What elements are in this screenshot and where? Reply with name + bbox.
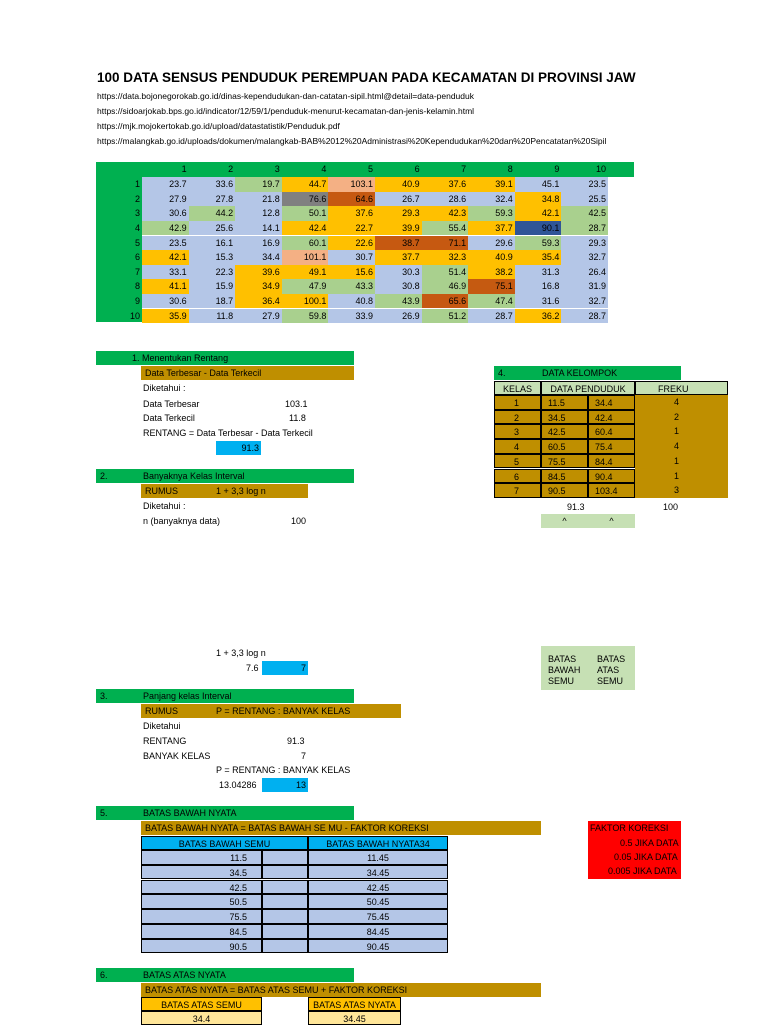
section2-result[interactable]: 7 <box>262 661 308 675</box>
kelompok-batas[interactable]: 75.5 <box>541 454 588 469</box>
grid-cell[interactable]: 25.6 <box>189 221 236 236</box>
section2-header: 2. <box>96 469 354 483</box>
section3-known: Diketahui <box>143 721 181 731</box>
grid-cell[interactable]: 35.4 <box>515 250 562 265</box>
kelompok-kelas[interactable]: 4 <box>494 439 541 454</box>
grid-row-header: 7 <box>134 266 140 277</box>
bbs-cell[interactable]: 75.5 <box>141 909 262 924</box>
bbn-cell[interactable]: 90.45 <box>308 939 448 954</box>
grid-cell[interactable]: 30.3 <box>375 265 422 280</box>
grid-cell[interactable]: 41.1 <box>142 279 189 294</box>
kelompok-kelas[interactable]: 5 <box>494 454 541 469</box>
grid-cell[interactable]: 23.5 <box>561 177 608 192</box>
grid-cell[interactable]: 23.7 <box>142 177 189 192</box>
bas-row1: 34.4 <box>141 1011 262 1025</box>
source-link-1[interactable]: https://data.bojonegorokab.go.id/dinas-kependudukan-dan-catatan-sipil.html@detail=data-penduduk <box>97 91 474 101</box>
grid-cell[interactable]: 27.8 <box>189 192 236 207</box>
grid-cell[interactable]: 30.8 <box>375 279 422 294</box>
grid-cell[interactable]: 16.9 <box>235 236 282 251</box>
section2-rumus-value: 1 + 3,3 log n <box>216 486 266 496</box>
faktor-1: 0.5 JIKA DATA <box>620 838 679 848</box>
batas-bawah-word3: SEMU <box>548 676 575 686</box>
grid-cell[interactable]: 42.3 <box>422 206 469 221</box>
section1-header: 1. Menentukan Rentang <box>96 351 354 365</box>
section2-calc: 7.6 <box>246 663 259 673</box>
bas-col-header: BATAS ATAS SEMU <box>141 997 262 1011</box>
source-link-2[interactable]: https://sidoarjokab.bps.go.id/indicator/12/59/1/penduduk-menurut-kecamatan-dan-jenis-kelamin.html <box>97 106 475 116</box>
kelompok-batas[interactable]: 42.4 <box>588 410 635 425</box>
page-title: 100 DATA SENSUS PENDUDUK PEREMPUAN PADA KECAMATAN DI PROVINSI JAW <box>97 70 636 85</box>
grid-cell[interactable]: 39.9 <box>375 221 422 236</box>
max-label: Data Terbesar <box>143 399 200 409</box>
range-value[interactable]: 91.3 <box>216 441 261 455</box>
bbs-cell[interactable]: 34.5 <box>141 865 262 880</box>
kelompok-batas[interactable]: 90.5 <box>541 483 588 498</box>
sum-frek: 100 <box>663 502 679 512</box>
grid-cell[interactable]: 33.6 <box>189 177 236 192</box>
section2-known: Diketahui : <box>143 501 186 511</box>
section5-header: 5. <box>96 806 354 820</box>
grid-cell[interactable]: 39.1 <box>468 177 515 192</box>
grid-cell[interactable]: 12.8 <box>235 206 282 221</box>
section2-title: Banyaknya Kelas Interval <box>143 471 245 481</box>
grid-cell[interactable]: 15.9 <box>189 279 236 294</box>
grid-row-header: 3 <box>134 208 140 219</box>
grid-row-header: 4 <box>134 222 140 233</box>
grid-cell[interactable]: 15.3 <box>189 250 236 265</box>
kelompok-batas[interactable]: 90.4 <box>588 469 635 484</box>
grid-cell[interactable]: 44.7 <box>282 177 329 192</box>
grid-cell[interactable]: 22.7 <box>328 221 375 236</box>
section2-formula2: 1 + 3,3 log n <box>216 648 266 658</box>
batas-atas-word1: BATAS <box>597 654 626 664</box>
section4-title: DATA KELOMPOK <box>542 368 618 378</box>
grid-cell[interactable]: 11.8 <box>189 309 236 324</box>
caret-atas: ^ <box>588 514 635 528</box>
section1-known: Diketahui : <box>143 383 186 393</box>
bbs-cell[interactable]: 84.5 <box>141 924 262 939</box>
kelompok-batas[interactable]: 84.4 <box>588 454 635 469</box>
grid-cell[interactable]: 42.9 <box>142 221 189 236</box>
grid-cell[interactable]: 43.3 <box>328 279 375 294</box>
section6-formula: BATAS ATAS NYATA = BATAS ATAS SEMU + FAKTOR KOREKSI <box>141 983 541 997</box>
grid-cell[interactable]: 29.3 <box>375 206 422 221</box>
grid-cell[interactable]: 25.5 <box>561 192 608 207</box>
grid-cell[interactable]: 36.4 <box>235 294 282 309</box>
grid-cell[interactable]: 23.5 <box>142 236 189 251</box>
col-data-header: DATA PENDUDUK <box>541 381 635 395</box>
grid-cell[interactable]: 22.6 <box>328 236 375 251</box>
bb-empty-cell[interactable] <box>262 880 308 895</box>
grid-cell[interactable]: 71.1 <box>422 236 469 251</box>
grid-cell[interactable]: 40.8 <box>328 294 375 309</box>
section4-header: 4. <box>494 366 681 380</box>
rentang-label: RENTANG <box>143 736 187 746</box>
grid-cell[interactable]: 29.6 <box>468 236 515 251</box>
grid-cell[interactable]: 15.6 <box>328 265 375 280</box>
batas-bawah-word2: BAWAH <box>548 665 581 675</box>
section3-rumus: RUMUS <box>141 704 401 718</box>
rentang-value: 91.3 <box>287 736 305 746</box>
grid-cell[interactable]: 28.7 <box>561 309 608 324</box>
kelompok-frekuensi[interactable]: 3 <box>635 483 681 498</box>
grid-cell[interactable]: 38.2 <box>468 265 515 280</box>
kelompok-batas[interactable]: 34.4 <box>588 395 635 410</box>
bb-empty-cell[interactable] <box>262 924 308 939</box>
batas-bawah-table <box>141 850 448 954</box>
kelompok-frekuensi[interactable]: 1 <box>635 424 681 439</box>
grid-cell[interactable]: 18.7 <box>189 294 236 309</box>
kelompok-frekuensi[interactable]: 2 <box>635 410 681 425</box>
kelompok-batas[interactable]: 42.5 <box>541 424 588 439</box>
max-value: 103.1 <box>285 399 308 409</box>
grid-cell[interactable]: 28.6 <box>422 192 469 207</box>
kelompok-kelas[interactable]: 6 <box>494 469 541 484</box>
bb-empty-cell[interactable] <box>262 865 308 880</box>
grid-cell[interactable]: 51.4 <box>422 265 469 280</box>
grid-cell[interactable]: 36.2 <box>515 309 562 324</box>
grid-cell[interactable]: 100.1 <box>282 294 329 309</box>
banyak-kelas-label: BANYAK KELAS <box>143 751 211 761</box>
grid-cell[interactable]: 40.9 <box>375 177 422 192</box>
kelompok-batas[interactable]: 60.5 <box>541 439 588 454</box>
section3-rumus-value: P = RENTANG : BANYAK KELAS <box>216 706 351 716</box>
grid-cell[interactable]: 37.7 <box>468 221 515 236</box>
section3-calc: 13.04286 <box>219 780 257 790</box>
grid-cell[interactable]: 59.3 <box>515 236 562 251</box>
grid-cell[interactable]: 42.1 <box>515 206 562 221</box>
source-link-3[interactable]: https://mjk.mojokertokab.go.id/upload/datastatistik/Penduduk.pdf <box>97 121 340 131</box>
grid-cell[interactable]: 103.1 <box>328 177 375 192</box>
bbn-cell[interactable]: 84.45 <box>308 924 448 939</box>
kelompok-kelas[interactable]: 1 <box>494 395 541 410</box>
grid-col-header: 6 <box>414 164 420 174</box>
grid-col-header: 8 <box>507 164 513 174</box>
grid-col-header: 5 <box>367 164 373 174</box>
grid-cell[interactable]: 40.9 <box>468 250 515 265</box>
bbs-cell[interactable]: 90.5 <box>141 939 262 954</box>
grid-row-header: 1 <box>134 179 140 190</box>
grid-cell[interactable]: 37.6 <box>328 206 375 221</box>
grid-cell[interactable]: 30.7 <box>328 250 375 265</box>
grid-cell[interactable]: 59.3 <box>468 206 515 221</box>
grid-cell[interactable]: 37.6 <box>422 177 469 192</box>
bbs-cell[interactable]: 50.5 <box>141 894 262 909</box>
grid-cell[interactable]: 16.8 <box>515 279 562 294</box>
grid-cell[interactable]: 51.2 <box>422 309 469 324</box>
kelompok-batas[interactable]: 84.5 <box>541 469 588 484</box>
faktor-koreksi-title: FAKTOR KOREKSI <box>588 821 681 835</box>
grid-cell[interactable]: 35.9 <box>142 309 189 324</box>
kelompok-batas[interactable]: 103.4 <box>588 483 635 498</box>
grid-cell[interactable]: 32.7 <box>561 294 608 309</box>
grid-cell[interactable]: 32.3 <box>422 250 469 265</box>
grid-cell[interactable]: 42.1 <box>142 250 189 265</box>
n-label: n (banyaknya data) <box>143 516 221 526</box>
section5-formula: BATAS BAWAH NYATA = BATAS BAWAH SE MU - FAKTOR KOREKSI <box>141 821 541 835</box>
grid-col-header: 3 <box>274 164 280 174</box>
kelompok-kelas[interactable]: 7 <box>494 483 541 498</box>
bbn-cell[interactable]: 11.45 <box>308 850 448 865</box>
bb-empty-cell[interactable] <box>262 909 308 924</box>
grid-cell[interactable]: 30.6 <box>142 206 189 221</box>
section5-title: BATAS BAWAH NYATA <box>143 808 237 818</box>
faktor-3: 0.005 JIKA DATA <box>608 866 677 876</box>
grid-cell[interactable]: 39.6 <box>235 265 282 280</box>
grid-cell[interactable]: 26.7 <box>375 192 422 207</box>
bbs-col-header: BATAS BAWAH SEMU <box>141 836 308 850</box>
section6-title: BATAS ATAS NYATA <box>143 970 226 980</box>
section6-header: 6. <box>96 968 354 982</box>
grid-col-header: 10 <box>595 164 606 174</box>
bbn-cell[interactable]: 50.45 <box>308 894 448 909</box>
bbs-cell[interactable]: 11.5 <box>141 850 262 865</box>
grid-cell[interactable]: 21.8 <box>235 192 282 207</box>
grid-cell[interactable]: 34.8 <box>515 192 562 207</box>
grid-cell[interactable]: 42.5 <box>561 206 608 221</box>
batas-bawah-semu-label <box>548 654 580 687</box>
grid-cell[interactable]: 45.1 <box>515 177 562 192</box>
section1-formula: Data Terbesar - Data Terkecil <box>141 366 354 380</box>
grid-cell[interactable]: 47.9 <box>282 279 329 294</box>
bbn-cell[interactable]: 42.45 <box>308 880 448 895</box>
grid-cell[interactable]: 60.1 <box>282 236 329 251</box>
n-value: 100 <box>291 516 307 526</box>
census-data-grid <box>96 162 634 322</box>
grid-cell[interactable]: 30.6 <box>142 294 189 309</box>
min-value: 11.8 <box>289 413 306 423</box>
grid-cell[interactable]: 65.6 <box>422 294 469 309</box>
kelompok-kelas[interactable]: 2 <box>494 410 541 425</box>
grid-cell[interactable]: 50.1 <box>282 206 329 221</box>
kelompok-batas[interactable]: 75.4 <box>588 439 635 454</box>
grid-cell[interactable]: 32.7 <box>561 250 608 265</box>
caret-bawah: ^ <box>541 514 588 528</box>
faktor-2: 0.05 JIKA DATA <box>614 852 678 862</box>
col-kelas-header: KELAS <box>494 381 541 395</box>
grid-cell[interactable]: 16.1 <box>189 236 236 251</box>
data-kelompok-table <box>494 395 681 498</box>
ban-col-header: BATAS ATAS NYATA <box>308 997 401 1011</box>
grid-cell[interactable]: 29.3 <box>561 236 608 251</box>
grid-cell[interactable]: 28.7 <box>468 309 515 324</box>
grid-col-header: 1 <box>181 164 187 174</box>
grid-row-header: 8 <box>134 281 140 292</box>
section3-title: Panjang kelas Interval <box>143 691 232 701</box>
bbn-cell[interactable]: 34.45 <box>308 865 448 880</box>
grid-col-header: 4 <box>321 164 327 174</box>
grid-cell[interactable]: 14.1 <box>235 221 282 236</box>
batas-bawah-word1: BATAS <box>548 654 577 664</box>
kelompok-batas[interactable]: 11.5 <box>541 395 588 410</box>
grid-cell[interactable]: 31.6 <box>515 294 562 309</box>
grid-row-header: 9 <box>134 295 140 306</box>
grid-col-header: 9 <box>554 164 560 174</box>
grid-cell[interactable]: 59.8 <box>282 309 329 324</box>
grid-cell[interactable]: 34.9 <box>235 279 282 294</box>
batas-atas-word3: SEMU <box>597 676 624 686</box>
section3-result[interactable]: 13 <box>262 778 308 792</box>
grid-cell[interactable]: 27.9 <box>142 192 189 207</box>
grid-cell[interactable]: 26.9 <box>375 309 422 324</box>
bbn-cell[interactable]: 75.45 <box>308 909 448 924</box>
grid-cell[interactable]: 22.3 <box>189 265 236 280</box>
grid-cell[interactable]: 26.4 <box>561 265 608 280</box>
grid-cell[interactable]: 90.1 <box>515 221 562 236</box>
grid-cell[interactable]: 33.9 <box>328 309 375 324</box>
grid-row-header: 6 <box>134 252 140 263</box>
grid-cell[interactable]: 76.6 <box>282 192 329 207</box>
grid-cell[interactable]: 42.4 <box>282 221 329 236</box>
col-frek-header: FREKU <box>635 381 728 395</box>
grid-cell[interactable]: 46.9 <box>422 279 469 294</box>
kelompok-batas[interactable]: 34.5 <box>541 410 588 425</box>
grid-row-header: 2 <box>134 193 140 204</box>
grid-cell[interactable]: 49.1 <box>282 265 329 280</box>
ban-row1: 34.45 <box>308 1011 401 1025</box>
kelompok-frekuensi[interactable]: 4 <box>635 439 681 454</box>
grid-cell[interactable]: 28.7 <box>561 221 608 236</box>
bb-empty-cell[interactable] <box>262 894 308 909</box>
grid-cell[interactable]: 38.7 <box>375 236 422 251</box>
grid-cell[interactable]: 47.4 <box>468 294 515 309</box>
grid-col-header: 7 <box>461 164 467 174</box>
grid-cell[interactable]: 31.3 <box>515 265 562 280</box>
batas-atas-semu-label <box>597 654 625 687</box>
grid-cell[interactable]: 27.9 <box>235 309 282 324</box>
grid-cell[interactable]: 37.7 <box>375 250 422 265</box>
source-link-4[interactable]: https://malangkab.go.id/uploads/dokumen/malangkab-BAB%2012%20Administrasi%20Kependudukan%20dan%20Pencatatan%20Sipil <box>97 136 607 146</box>
grid-cell[interactable]: 75.1 <box>468 279 515 294</box>
kelompok-kelas[interactable]: 3 <box>494 424 541 439</box>
grid-cell[interactable]: 55.4 <box>422 221 469 236</box>
min-label: Data Terkecil <box>143 413 195 423</box>
section3-header: 3. <box>96 689 354 703</box>
grid-row-header: 10 <box>129 310 140 321</box>
section2-rumus: RUMUS <box>141 484 308 498</box>
kelompok-batas[interactable]: 60.4 <box>588 424 635 439</box>
section3-formula2: P = RENTANG : BANYAK KELAS <box>216 765 351 775</box>
sum-data: 91.3 <box>567 502 585 512</box>
bbn-col-header: BATAS BAWAH NYATA34 <box>308 836 448 850</box>
kelompok-frekuensi[interactable]: 1 <box>635 454 681 469</box>
grid-cell[interactable]: 31.9 <box>561 279 608 294</box>
grid-cell[interactable]: 101.1 <box>282 250 329 265</box>
batas-atas-word2: ATAS <box>597 665 620 675</box>
range-formula: RENTANG = Data Terbesar - Data Terkecil <box>143 428 313 438</box>
grid-cell[interactable]: 34.4 <box>235 250 282 265</box>
grid-cell[interactable]: 43.9 <box>375 294 422 309</box>
kelompok-frekuensi[interactable]: 1 <box>635 469 681 484</box>
bbs-cell[interactable]: 42.5 <box>141 880 262 895</box>
banyak-kelas-value: 7 <box>301 751 307 761</box>
grid-cell[interactable]: 64.6 <box>328 192 375 207</box>
bb-empty-cell[interactable] <box>262 939 308 954</box>
grid-cell[interactable]: 19.7 <box>235 177 282 192</box>
bb-empty-cell[interactable] <box>262 850 308 865</box>
kelompok-frekuensi[interactable]: 4 <box>635 395 681 410</box>
grid-cell[interactable]: 33.1 <box>142 265 189 280</box>
grid-cell[interactable]: 32.4 <box>468 192 515 207</box>
grid-row-header: 5 <box>134 237 140 248</box>
grid-cell[interactable]: 44.2 <box>189 206 236 221</box>
grid-col-header: 2 <box>228 164 234 174</box>
